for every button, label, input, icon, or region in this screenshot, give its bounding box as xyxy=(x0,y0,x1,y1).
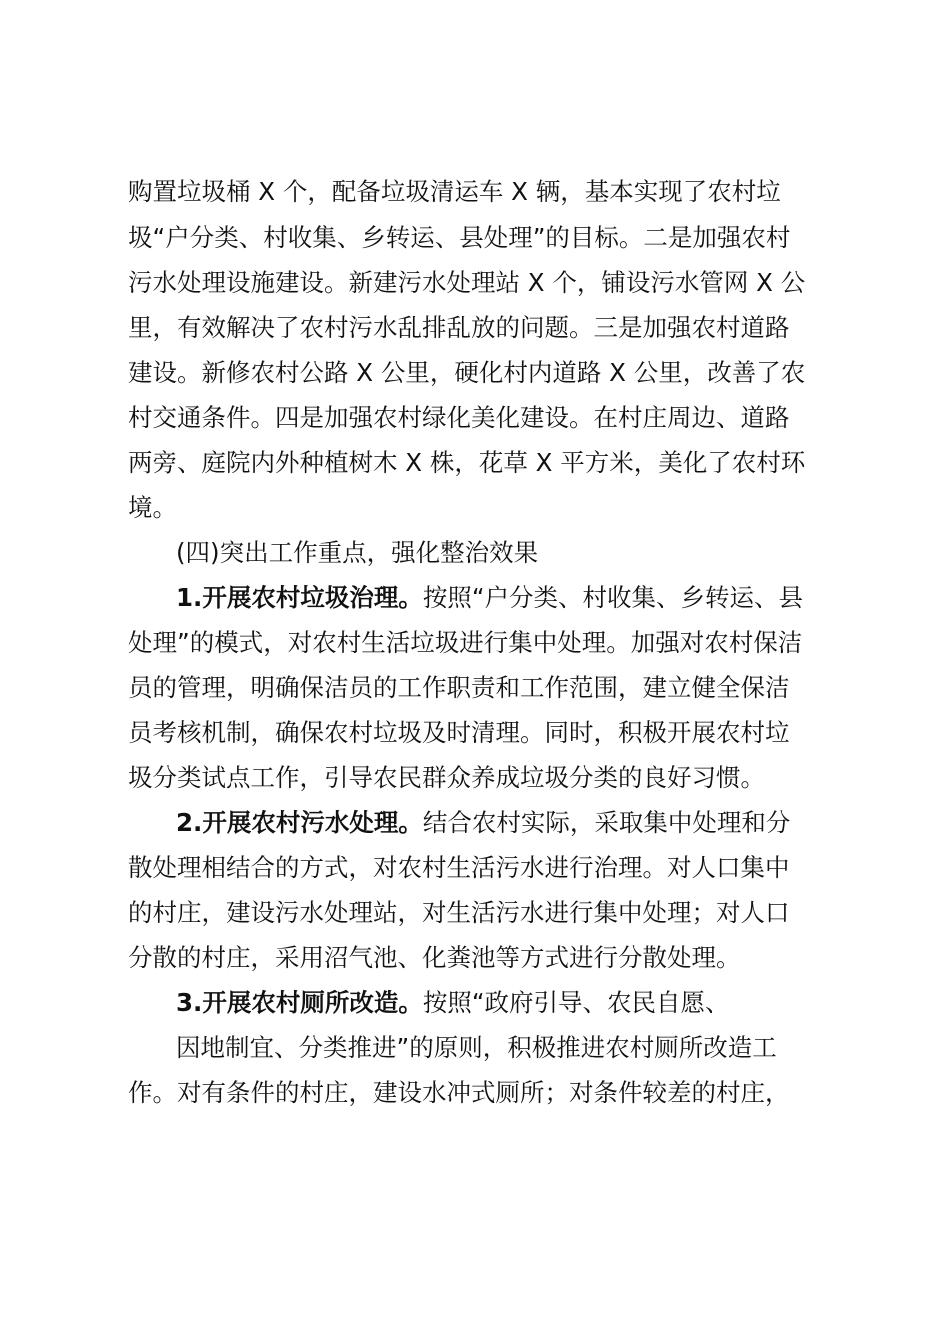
paragraph-line xyxy=(176,988,730,1018)
item-heading: 1.开展农村垃圾治理。 xyxy=(176,583,423,612)
paragraph-line: 因地制宜、分类推进”的原则，积极推进农村厕所改造工 xyxy=(176,1033,777,1062)
paragraph-line: 圾分类试点工作，引导农民群众养成垃圾分类的良好习惯。 xyxy=(128,763,765,792)
paragraph-line: 分散的村庄，采用沼气池、化粪池等方式进行分散处理。 xyxy=(128,943,741,972)
paragraph-line: 境。 xyxy=(128,493,177,522)
item-text: 按照“政府引导、农民自愿、 xyxy=(422,988,730,1017)
paragraph-line: 污水处理设施建设。新建污水处理站 X 个，铺设污水管网 X 公 xyxy=(128,268,806,297)
paragraph-line: 圾“户分类、村收集、乡转运、县处理”的目标。二是加强农村 xyxy=(128,223,791,252)
paragraph-line: 购置垃圾桶 X 个，配备垃圾清运车 X 辆，基本实现了农村垃 xyxy=(128,177,781,206)
paragraph-line: 的村庄，建设污水处理站，对生活污水进行集中处理；对人口 xyxy=(128,898,790,927)
section-heading: (四)突出工作重点，强化整治效果 xyxy=(176,538,539,567)
paragraph-line xyxy=(176,583,803,613)
paragraph-line: 村交通条件。四是加强农村绿化美化建设。在村庄周边、道路 xyxy=(128,403,790,432)
item-heading: 2.开展农村污水处理。 xyxy=(176,808,423,837)
paragraph-line: 员考核机制，确保农村垃圾及时清理。同时，积极开展农村垃 xyxy=(128,718,790,747)
paragraph-line: 作。对有条件的村庄，建设水冲式厕所；对条件较差的村庄， xyxy=(128,1078,790,1107)
item-text: 结合农村实际，采取集中处理和分 xyxy=(422,808,791,837)
paragraph-line: 员的管理，明确保洁员的工作职责和工作范围，建立健全保洁 xyxy=(128,673,790,702)
item-heading: 3.开展农村厕所改造。 xyxy=(176,988,423,1017)
paragraph-line: 散处理相结合的方式，对农村生活污水进行治理。对人口集中 xyxy=(128,853,790,882)
item-text: 按照“户分类、村收集、乡转运、县 xyxy=(422,583,804,612)
paragraph-line: 建设。新修农村公路 X 公里，硬化村内道路 X 公里，改善了农 xyxy=(128,358,806,387)
paragraph-line: 里，有效解决了农村污水乱排乱放的问题。三是加强农村道路 xyxy=(128,313,790,342)
paragraph-line xyxy=(176,808,790,838)
paragraph-line: 处理”的模式，对农村生活垃圾进行集中处理。加强对农村保洁 xyxy=(128,628,803,657)
paragraph-line: 两旁、庭院内外种植树木 X 株，花草 X 平方米，美化了农村环 xyxy=(128,448,806,477)
